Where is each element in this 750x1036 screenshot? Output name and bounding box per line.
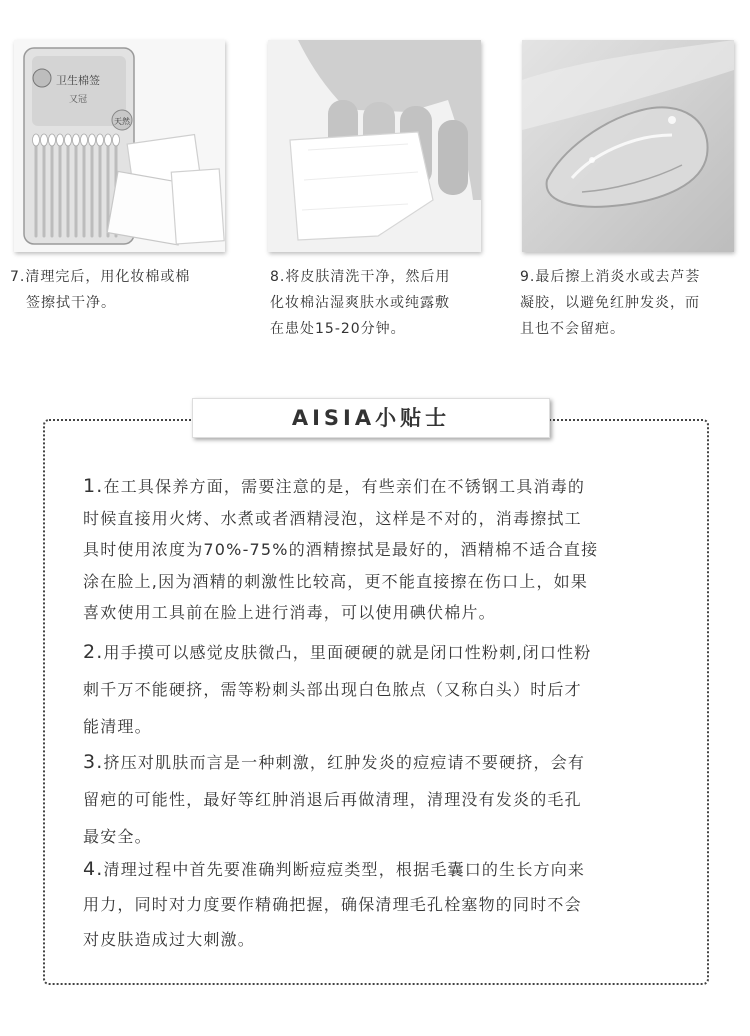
gel-on-skin-illustration <box>522 40 734 252</box>
step-7-text <box>10 264 235 316</box>
step-8-line-2: 化妆棉沾湿爽肤水或纯露敷 <box>270 295 450 311</box>
tip-1-number: 1. <box>83 475 104 497</box>
tip-4-line-1: 清理过程中首先要准确判断痘痘类型，根据毛囊口的生长方向来 <box>103 860 586 879</box>
step-9-line-1: 9.最后擦上消炎水或去芦荟 <box>520 269 701 285</box>
tip-3 <box>83 744 683 855</box>
step-7-line-1: 7.清理完后，用化妆棉或棉 <box>10 269 191 285</box>
tip-1-line-5: 喜欢使用工具前在脸上进行消毒，可以使用碘伏棉片。 <box>83 603 496 622</box>
hand-cotton-pad-illustration <box>268 40 481 252</box>
step-7-line-2: 签擦拭干净。 <box>26 295 116 311</box>
tip-1-line-2: 时候直接用火烤、水煮或者酒精浸泡，这样是不对的，消毒擦拭工 <box>83 508 582 528</box>
step-9-text <box>520 264 748 342</box>
steps-section <box>0 0 750 360</box>
step-8-line-3: 在患处15-20分钟。 <box>270 321 406 337</box>
hand-cotton-pad-image <box>268 40 481 252</box>
tip-1-line-4: 涂在脸上,因为酒精的刺激性比较高，更不能直接擦在伤口上，如果 <box>83 571 589 591</box>
tip-3-line-2: 留疤的可能性，最好等红肿消退后再做清理，清理没有发炎的毛孔 <box>83 790 582 809</box>
package-badge: 天然 <box>114 117 130 126</box>
tip-4-number: 4. <box>83 858 104 880</box>
gel-on-skin-image <box>522 40 734 252</box>
tip-3-line-1: 挤压对肌肤而言是一种刺激，红肿发炎的痘痘请不要硬挤，会有 <box>103 753 586 772</box>
tip-4-line-2: 用力，同时对力度要作精确把握，确保清理毛孔栓塞物的同时不会 <box>83 895 582 914</box>
tips-title: AISIA小贴士 <box>192 398 550 438</box>
package-brand: 又冠 <box>68 95 88 105</box>
step-8-line-1: 8.将皮肤清洗干净，然后用 <box>270 269 451 285</box>
tip-1-line-1: 在工具保养方面，需要注意的是，有些亲们在不锈钢工具消毒的 <box>103 477 586 496</box>
tip-2 <box>83 634 683 745</box>
step-9-line-3: 且也不会留疤。 <box>520 321 625 337</box>
tip-1-line-3: 具时使用浓度为70%-75%的酒精擦拭是最好的，酒精棉不适合直接 <box>83 540 599 559</box>
tip-3-number: 3. <box>83 751 104 773</box>
step-9-line-2: 凝胶，以避免红肿发炎，而 <box>520 295 700 311</box>
tip-2-number: 2. <box>83 641 104 663</box>
step-8-text <box>270 264 495 342</box>
tip-4-line-3: 对皮肤造成过大刺激。 <box>83 930 256 949</box>
tip-4 <box>83 852 683 957</box>
tip-1 <box>83 471 683 629</box>
tip-2-line-1: 用手摸可以感觉皮肤微凸，里面硬硬的就是闭口性粉刺,闭口性粉 <box>103 643 592 662</box>
tip-3-line-3: 最安全。 <box>83 827 152 846</box>
tip-2-line-2: 刺千万不能硬挤，需等粉刺头部出现白色脓点（又称白头）时后才 <box>83 680 582 699</box>
cotton-swabs-illustration <box>14 40 225 252</box>
package-label: 卫生棉签 <box>56 74 100 87</box>
cotton-swabs-image <box>14 40 225 252</box>
tip-2-line-3: 能清理。 <box>83 717 152 736</box>
